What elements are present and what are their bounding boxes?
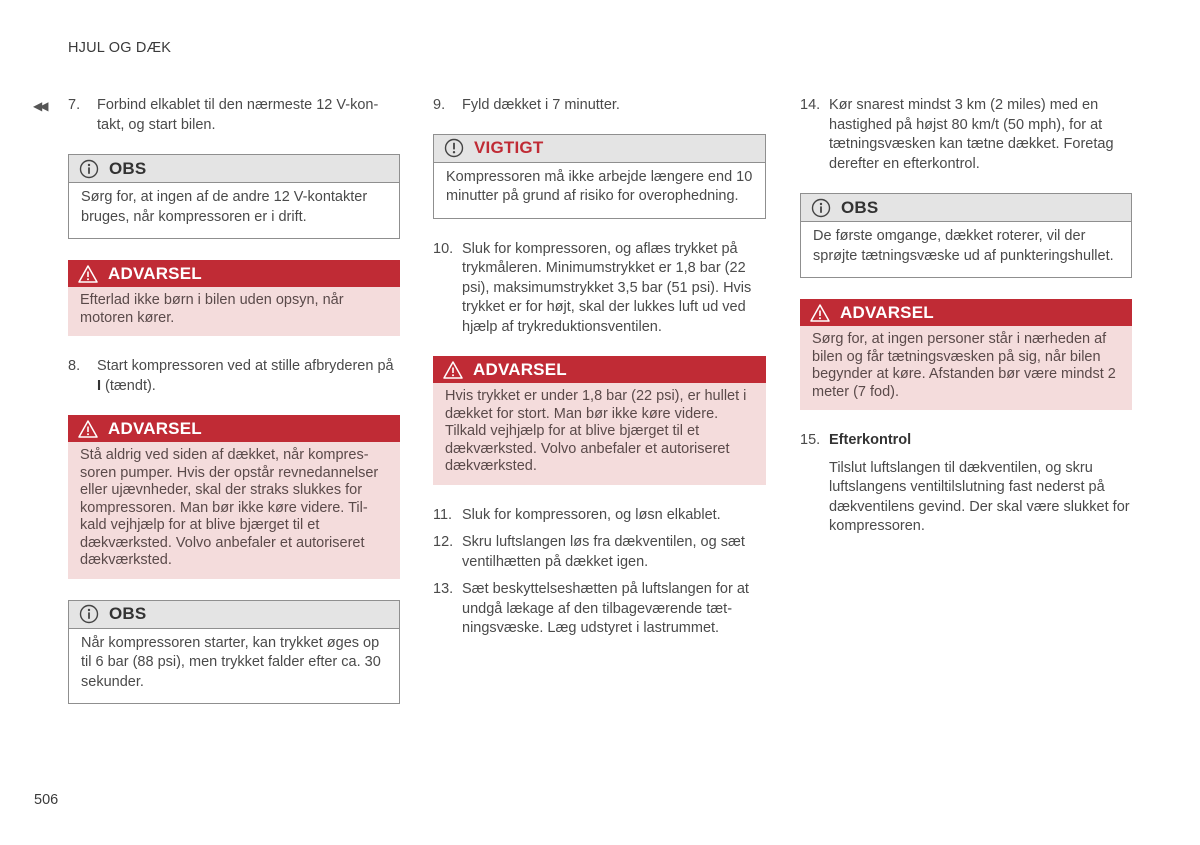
step-text-part: (tændt). <box>101 377 156 394</box>
step-text: Kør snarest mindst 3 km (2 miles) med en hastighed på højst 80 km/t (50 mph), for at tætningsvæsken kan tætne dækket. Foretag derefter en efterkontrol. <box>829 97 1114 172</box>
step-8 <box>68 357 400 396</box>
warning-header <box>800 299 1132 326</box>
obs-note-box <box>68 154 400 239</box>
obs-note-box <box>68 600 400 705</box>
step-number: 10. <box>433 240 454 257</box>
step-number: 14. <box>800 97 821 113</box>
step-number: 13. <box>433 581 454 597</box>
step-15-text: Tilslut luftslangen til dækventilen, og skru luftslangens ventiltilslutning fast nederst på dækventilens gevind. Der skal være slukket for kompressoren. <box>829 459 1130 534</box>
step-7 <box>68 96 400 135</box>
warning-body: Efterlad ikke børn i bilen uden opsyn, når motoren kører. <box>68 287 400 336</box>
obs-body: Når kompressoren starter, kan trykket øges op til 6 bar (88 psi), men trykket falder efter ca. 30 sekunder. <box>69 629 399 704</box>
warning-box <box>800 299 1132 410</box>
warning-body: Stå aldrig ved siden af dækket, når kompressoren pumper. Hvis der opstår revnedannelser eller ujævnheder, skal der straks slukkes for kompressoren. Man bør ikke køre videre. Tilkald vejhjælp for at blive bjærget til et dækværksted. Volvo anbefaler et autoriseret dækværksted. <box>68 442 400 579</box>
step-number: 12. <box>433 534 454 550</box>
step-number: 8. <box>68 358 81 374</box>
warning-box <box>68 415 400 579</box>
important-box <box>433 134 766 219</box>
column-2 <box>433 96 766 647</box>
obs-header <box>801 194 1131 222</box>
step-10 <box>433 240 766 338</box>
info-circle-icon <box>79 159 99 179</box>
obs-title: OBS <box>841 197 879 217</box>
warning-body: Hvis trykket er under 1,8 bar (22 psi), er hullet i dækket for stort. Man bør ikke køre videre. Tilkald vejhjælp for at blive bjærget til et dækværksted. Volvo anbefaler et autoriseret dækværksted. <box>433 383 766 485</box>
column-3 <box>800 96 1132 537</box>
important-header <box>434 135 765 163</box>
switch-position-label: I <box>97 377 102 394</box>
obs-note-box <box>800 193 1132 278</box>
step-number: 7. <box>68 97 81 113</box>
back-arrows-icon[interactable]: ◀◀ <box>33 99 46 113</box>
warning-body: Sørg for, at ingen personer står i nærheden af bilen og får tætningsvæsken på sig, når bilen begynder at køre. Afstanden bør være mindst 2 meter (7 fod). <box>800 326 1132 410</box>
obs-body: Sørg for, at ingen af de andre 12 V-kontakter bruges, når kompressoren er i drift. <box>69 183 399 238</box>
step-text: Skru luftslangen løs fra dækventilen, og sæt ventilhætten på dækket igen. <box>462 534 745 570</box>
warning-triangle-icon <box>78 419 98 439</box>
info-circle-icon <box>811 198 831 218</box>
step-text: Sluk for kompressoren, og løsn elkablet. <box>462 506 721 523</box>
step-title: Efterkontrol <box>829 432 912 448</box>
warning-triangle-icon <box>810 303 830 323</box>
warning-box <box>68 260 400 336</box>
warning-title: ADVARSEL <box>473 359 567 379</box>
step-9 <box>433 96 766 116</box>
warning-triangle-icon <box>443 360 463 380</box>
exclamation-circle-icon <box>444 138 464 158</box>
step-text: Forbind elkablet til den nærmeste 12 V-kontakt, og start bilen. <box>97 97 379 133</box>
step-text-part: Start kompressoren ved at stille afbryderen på <box>97 358 394 374</box>
obs-title: OBS <box>109 158 147 178</box>
warning-header <box>68 415 400 442</box>
step-text: Fyld dækket i 7 minutter. <box>462 97 620 113</box>
page-number: 506 <box>34 792 59 808</box>
important-title: VIGTIGT <box>474 138 544 158</box>
obs-title: OBS <box>109 604 147 624</box>
obs-header <box>69 601 399 629</box>
step-number: 9. <box>433 97 446 113</box>
step-14 <box>800 96 1132 174</box>
warning-title: ADVARSEL <box>840 302 934 322</box>
step-13 <box>433 580 766 639</box>
step-15 <box>800 431 1132 451</box>
warning-title: ADVARSEL <box>108 263 202 283</box>
step-text <box>97 357 400 396</box>
obs-body: De første omgange, dækket roterer, vil der sprøjte tætningsvæske ud af punkteringshullet. <box>801 222 1131 277</box>
warning-header <box>433 356 766 383</box>
warning-title: ADVARSEL <box>108 418 202 438</box>
info-circle-icon <box>79 604 99 624</box>
section-title: HJUL OG DÆK <box>68 40 172 56</box>
step-number: 15. <box>800 432 821 448</box>
warning-header <box>68 260 400 287</box>
step-number: 11. <box>433 506 453 523</box>
warning-triangle-icon <box>78 264 98 284</box>
step-11 <box>433 506 766 526</box>
important-body: Kompressoren må ikke arbejde længere end 10 minutter på grund af risiko for overophedning. <box>434 163 765 218</box>
step-text: Sæt beskyttelseshætten på luftslangen for at undgå lækage af den tilbageværende tætningsvæske. Læg udstyret i lastrummet. <box>462 581 749 636</box>
step-text: Sluk for kompressoren, og aflæs trykket på trykmåleren. Minimumstrykket er 1,8 bar (22 psi), maksimumstrykket 3,5 bar (51 psi). Hvis trykket er for højt, skal der lukkes luft ud ved hjælp af trykreduktionsventilen. <box>462 240 752 335</box>
warning-box <box>433 356 766 485</box>
column-1 <box>68 96 400 725</box>
step-12 <box>433 533 766 572</box>
obs-header <box>69 155 399 183</box>
